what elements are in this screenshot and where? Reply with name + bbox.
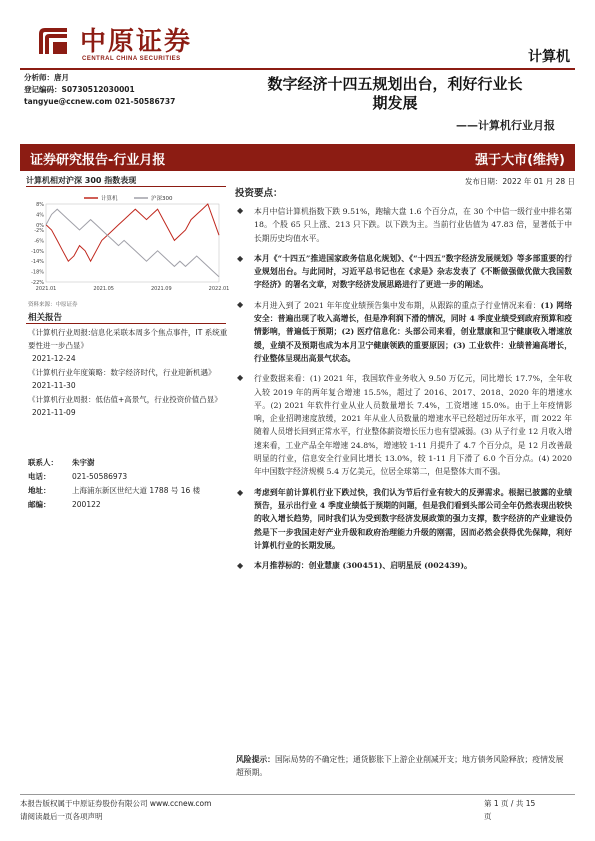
company-name-cn: 中原证券 xyxy=(80,27,193,57)
copyright-line: 本报告版权属于中原证券股份有限公司 www.ccnew.com xyxy=(20,799,212,808)
risk-text: 国际局势的不确定性；通货膨胀下上游企业削减开支；地方债务风险释放；疫情发展超预期。 xyxy=(236,755,564,777)
page-number xyxy=(484,797,576,823)
chart-divider xyxy=(26,186,226,187)
company-name-en: CENTRAL CHINA SECURITIES xyxy=(82,56,181,62)
address: 上海浦东新区世纪大道 1788 号 16 楼 xyxy=(72,486,201,495)
footer-copyright xyxy=(20,797,211,823)
sector-label: 计算机 xyxy=(528,49,570,65)
highlight-bullet xyxy=(232,559,572,572)
relative-performance-chart xyxy=(24,190,230,300)
related-report-date: 2021-12-24 xyxy=(32,354,76,363)
contact-info xyxy=(28,456,238,512)
y-tick-label: -10% xyxy=(31,248,44,255)
bullet-text: 本月《“十四五”推进国家政务信息化规划》、《“十四五”数字经济发展规划》等多部重要的行业规划出台。与此同时，习近平总书记也在《求是》杂志发表了《不断做强做优做大我国数字经济》的署名文章，对数字经济发展思路进行了更进一步的阐述。 xyxy=(254,253,572,290)
bullet-text: 本月推荐标的：创业慧康 (300451)、启明星辰 (002439)。 xyxy=(254,561,472,571)
cert-number: S0730512030001 xyxy=(61,85,135,94)
series-line xyxy=(46,204,219,261)
cert-label: 登记编码： xyxy=(24,85,62,94)
related-report-item[interactable] xyxy=(28,366,228,392)
series-line xyxy=(46,209,219,277)
legend-label: 沪深300 xyxy=(151,196,173,202)
report-header xyxy=(20,22,575,70)
related-reports-heading: 相关报告 xyxy=(28,313,63,323)
x-tick-label: 2021.05 xyxy=(93,286,115,292)
y-tick-label: -6% xyxy=(34,238,44,245)
related-report-title: 《计算机行业年度策略：数字经济时代，行业迎新机遇》 xyxy=(28,368,216,377)
analyst-name: 唐月 xyxy=(54,73,69,82)
highlight-bullet xyxy=(232,299,572,365)
y-tick-label: -22% xyxy=(31,280,44,286)
bullet-text: 考虑到年前计算机行业下跌过快，我们认为节后行业有较大的反弹需求。根据已披露的业绩预告，显示出行业 4 季度业绩低于预期的问题，但是我们看到头部公司全年仍然表现出较快的收入增长趋势，同时我们认为受到数字经济发展政策的强力支撑，数字经济的产业建设仍然是下一步我国走好产业升级和政府治理能力升级的刚需，因而必然会获得优先保障，利好计算机行业的长期发展。 xyxy=(254,487,572,550)
bullet-diamond-icon: ◆ xyxy=(237,373,244,383)
y-tick-label: -2% xyxy=(34,228,44,234)
bullet-text: 本月进入到了 2021 年年度业绩预告集中发布期，从跟踪的重点子行业情况来看： xyxy=(254,300,541,310)
header-divider xyxy=(20,68,575,70)
report-type: 证券研究报告-行业月报 xyxy=(30,153,166,168)
x-tick-label: 2021.09 xyxy=(150,286,172,292)
rating: 强于大市(维持) xyxy=(475,153,565,168)
disclaimer-line: 请阅读最后一页各项声明 xyxy=(20,812,103,821)
zip-label: 邮编： xyxy=(28,500,51,509)
related-report-title: 《计算机行业周报:信息化采联本周多个焦点事件，IT 系统重要性进一步凸显》 xyxy=(28,328,228,350)
risk-warning xyxy=(236,753,570,779)
report-title xyxy=(220,75,570,113)
page-number-line2: 页 xyxy=(484,812,492,821)
y-tick-label: -14% xyxy=(31,259,44,266)
chart-plot-area xyxy=(46,204,219,282)
related-report-item[interactable] xyxy=(28,326,228,365)
bullet-diamond-icon: ◆ xyxy=(237,560,244,571)
page-number-line1: 第 1 页 / 共 15 xyxy=(484,799,536,808)
company-logo-icon xyxy=(37,28,73,58)
y-tick-label: 0% xyxy=(36,222,44,229)
bullet-diamond-icon: ◆ xyxy=(237,206,244,215)
bullet-diamond-icon: ◆ xyxy=(237,486,244,497)
highlight-bullet xyxy=(232,205,572,245)
highlight-bullet xyxy=(232,486,572,552)
highlight-bullet xyxy=(232,372,572,478)
related-report-date: 2021-11-09 xyxy=(32,408,76,417)
risk-label: 风险提示： xyxy=(236,755,275,764)
chart-source: 资料来源：中原证券 xyxy=(28,302,78,308)
bullet-text: 本月中信计算机指数下跌 9.51%，跑输大盘 1.6 个百分点，在 30 个中信一级行业中排名第 18。个股 65 只上涨、213 只下跌。以下跌为主。当前行业估值为 47.83 倍，显著低于中长期历史均值水平。 xyxy=(254,207,572,243)
related-report-date: 2021-11-30 xyxy=(32,381,76,390)
related-report-title: 《计算机行业周报：低估值+高景气，行业投资价值凸显》 xyxy=(28,395,222,404)
y-tick-label: 4% xyxy=(36,212,44,219)
report-banner xyxy=(20,144,575,171)
related-report-item[interactable] xyxy=(28,393,228,419)
investment-highlights xyxy=(232,185,572,579)
x-tick-label: 2022.01 xyxy=(208,286,230,292)
phone-label: 电话： xyxy=(28,472,51,481)
analyst-name-label: 分析师： xyxy=(24,73,54,82)
phone: 021-50586973 xyxy=(72,472,128,481)
related-divider xyxy=(26,323,226,324)
bullet-diamond-icon: ◆ xyxy=(237,299,244,309)
bullet-diamond-icon: ◆ xyxy=(237,252,244,263)
report-title-line2: 期发展 xyxy=(372,94,418,112)
y-tick-label: 8% xyxy=(36,202,44,208)
contact-person: 朱宇澍 xyxy=(72,458,95,467)
highlights-heading: 投资要点： xyxy=(235,188,283,199)
zip-code: 200122 xyxy=(72,500,101,509)
y-tick-label: -18% xyxy=(31,269,44,276)
analyst-contact: tangyue@ccnew.com 021-50586737 xyxy=(24,97,176,106)
report-title-line1: 数字经济十四五规划出台，利好行业长 xyxy=(267,75,523,93)
legend-label: 计算机 xyxy=(101,196,118,202)
publish-date: 发布日期：2022 年 01 月 28 日 xyxy=(464,177,575,186)
analyst-info xyxy=(24,72,175,108)
bullet-text-bold: (1) 网络安全：普遍出现了收入高增长，但是净利润下滑的情况，同时 4 季度业绩受到政府预算和疫情影响，普遍低于预期；(2) 医疗信息化：头部公司来看，创业慧康和卫宁健康收入增速放缓，业绩不及预期也成为本月卫宁健康领跌的重要原因；(3) 工业软件：业绩普遍高增长，行业整体呈现出高景气状态。 xyxy=(254,300,572,363)
contact-person-label: 联系人： xyxy=(28,458,58,467)
address-label: 地址： xyxy=(28,486,51,495)
footer-divider xyxy=(20,794,575,795)
related-reports-list xyxy=(28,326,228,420)
chart-title: 计算机相对沪深 300 指数表现 xyxy=(26,176,137,185)
report-subtitle: ——计算机行业月报 xyxy=(456,119,555,132)
highlight-bullet xyxy=(232,252,572,292)
bullet-text: 行业数据来看：(1) 2021 年，我国软件业务收入 9.50 万亿元，同比增长 17.7%，全年收入较 2019 年的两年复合增速 15.5%，超过了 2016、2017、2018、2020 年的增速水平。(2) 2021 年软件行业从业人员数量增长 7.4%，工资增速 15.0%。由于上年疫情影响，企业招聘速度放缓，2021 年从业人员数量的增速水平已经超过历年水平，而 2022 年随着人员增长回到正常水平，行业整体薪资增长压力也有望减弱。(3) 从子行业 12 月收入增速来看，工业产品全年增速 24.8%，增速较 1-11 月提升了 4.7 个百分点，是 12 月改善最明显的行业，信息安全行业同比增长 13.0%，较 1-11 月下滑了 6.0 个百分点。(4) 2020 年中国数字经济规模 5.4 万亿美元，位居全球第二，但是整体大而不强。 xyxy=(254,374,572,477)
x-tick-label: 2021.01 xyxy=(35,286,57,292)
